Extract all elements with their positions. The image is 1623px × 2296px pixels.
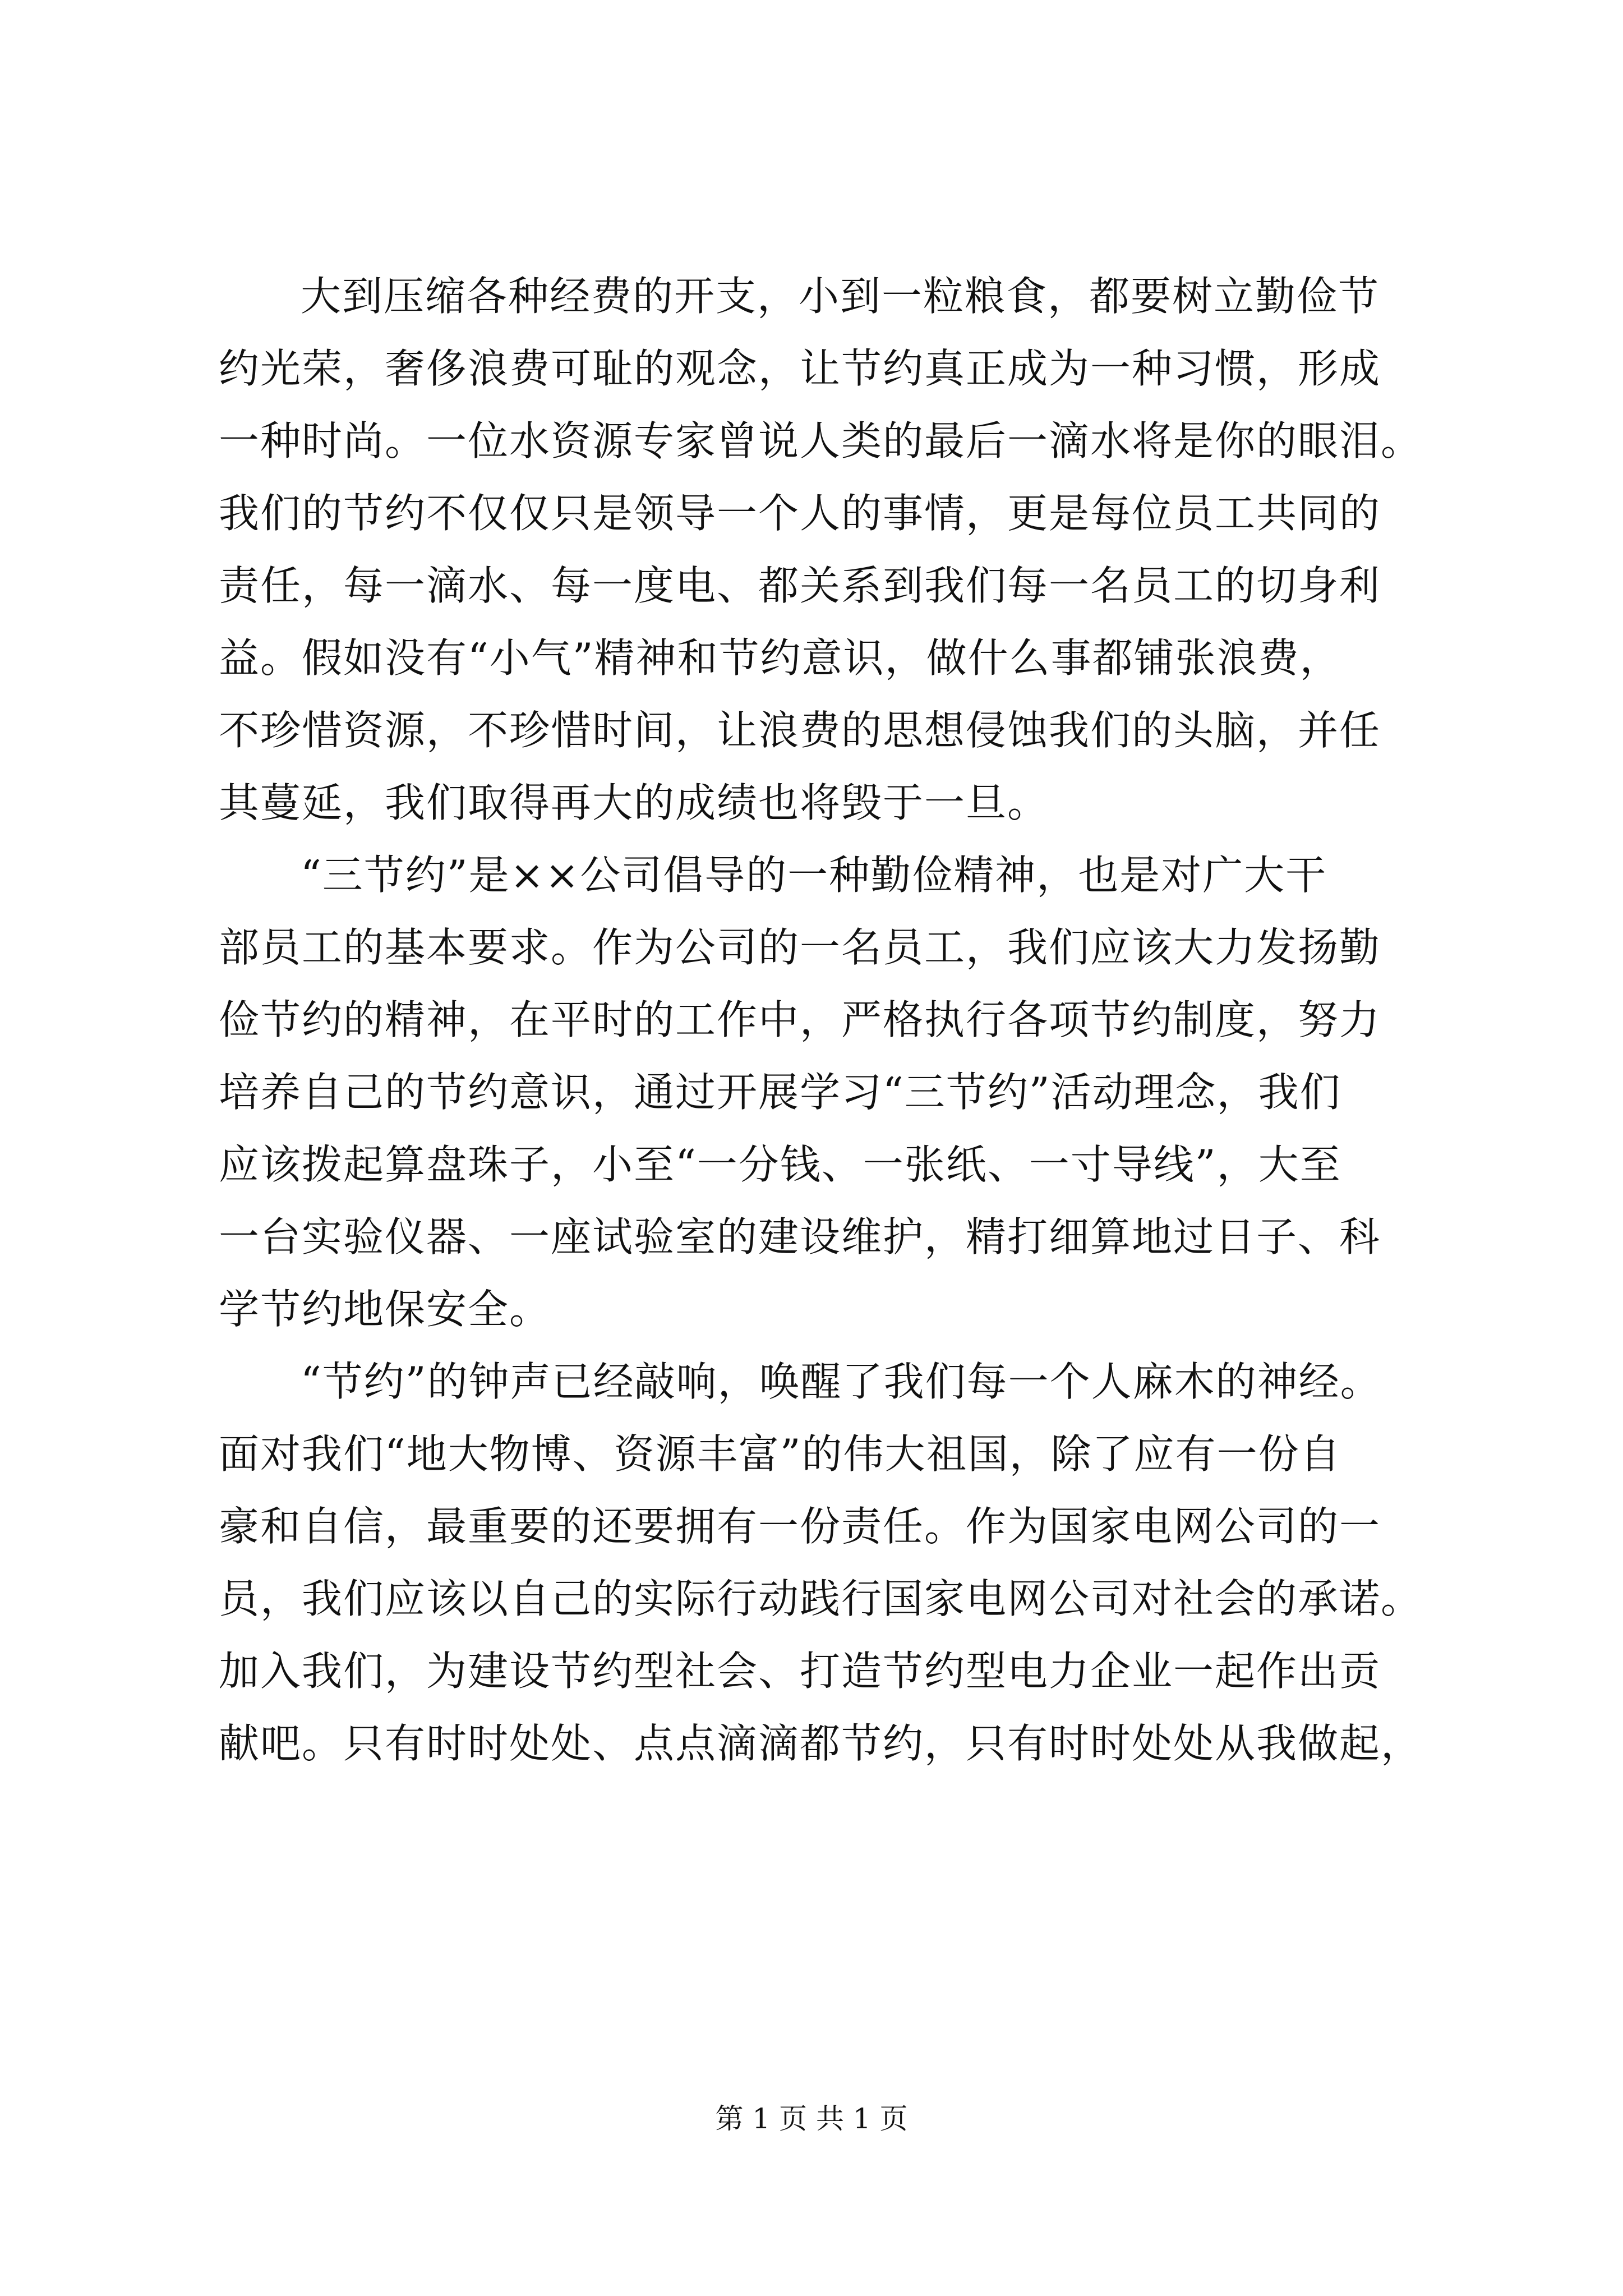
text-line: 不珍惜资源，不珍惜时间，让浪费的思想侵蚀我们的头脑，并任: [219, 707, 1381, 754]
text-line: 豪和自信，最重要的还要拥有一份责任。作为国家电网公司的一: [219, 1503, 1381, 1550]
text-line: 俭节约的精神，在平时的工作中，严格执行各项节约制度，努力: [219, 996, 1381, 1043]
text-line: 责任，每一滴水、每一度电、都关系到我们每一名员工的切身利: [219, 562, 1381, 609]
text-line: “节约”的钟声已经敲响，唤醒了我们每一个人麻木的神经。: [301, 1358, 1382, 1405]
text-line: 培养自己的节约意识，通过开展学习“三节约”活动理念，我们: [219, 1069, 1341, 1116]
text-line: 献吧。只有时时处处、点点滴滴都节约，只有时时处处从我做起，: [219, 1720, 1423, 1767]
text-line: 大到压缩各种经费的开支，小到一粒粮食，都要树立勤俭节: [301, 273, 1380, 320]
text-line: 面对我们“地大物博、资源丰富”的伟大祖国，除了应有一份自: [219, 1430, 1341, 1478]
text-line: 益。假如没有“小气”精神和节约意识，做什么事都铺张浪费，: [219, 634, 1341, 682]
text-line: 约光荣，奢侈浪费可耻的观念，让节约真正成为一种习惯，形成: [219, 345, 1381, 392]
text-line: 部员工的基本要求。作为公司的一名员工，我们应该大力发扬勤: [219, 924, 1381, 971]
text-line: 应该拨起算盘珠子，小至“一分钱、一张纸、一寸导线”，大至: [219, 1141, 1341, 1188]
text-line: 其蔓延，我们取得再大的成绩也将毁于一旦。: [219, 779, 1049, 826]
text-line: 员，我们应该以自己的实际行动践行国家电网公司对社会的承诺。: [219, 1575, 1423, 1622]
text-line: 一种时尚。一位水资源专家曾说人类的最后一滴水将是你的眼泪。: [219, 417, 1423, 464]
page-footer: 第 1 页 共 1 页: [715, 2102, 908, 2135]
text-line: 一台实验仪器、一座试验室的建设维护，精打细算地过日子、科: [219, 1213, 1381, 1260]
text-line: 加入我们，为建设节约型社会、打造节约型电力企业一起作出贡: [219, 1648, 1381, 1695]
text-line: 学节约地保安全。: [219, 1286, 551, 1333]
text-line: “三节约”是××公司倡导的一种勤俭精神，也是对广大干: [301, 852, 1327, 899]
text-line: 我们的节约不仅仅只是领导一个人的事情，更是每位员工共同的: [219, 490, 1381, 537]
